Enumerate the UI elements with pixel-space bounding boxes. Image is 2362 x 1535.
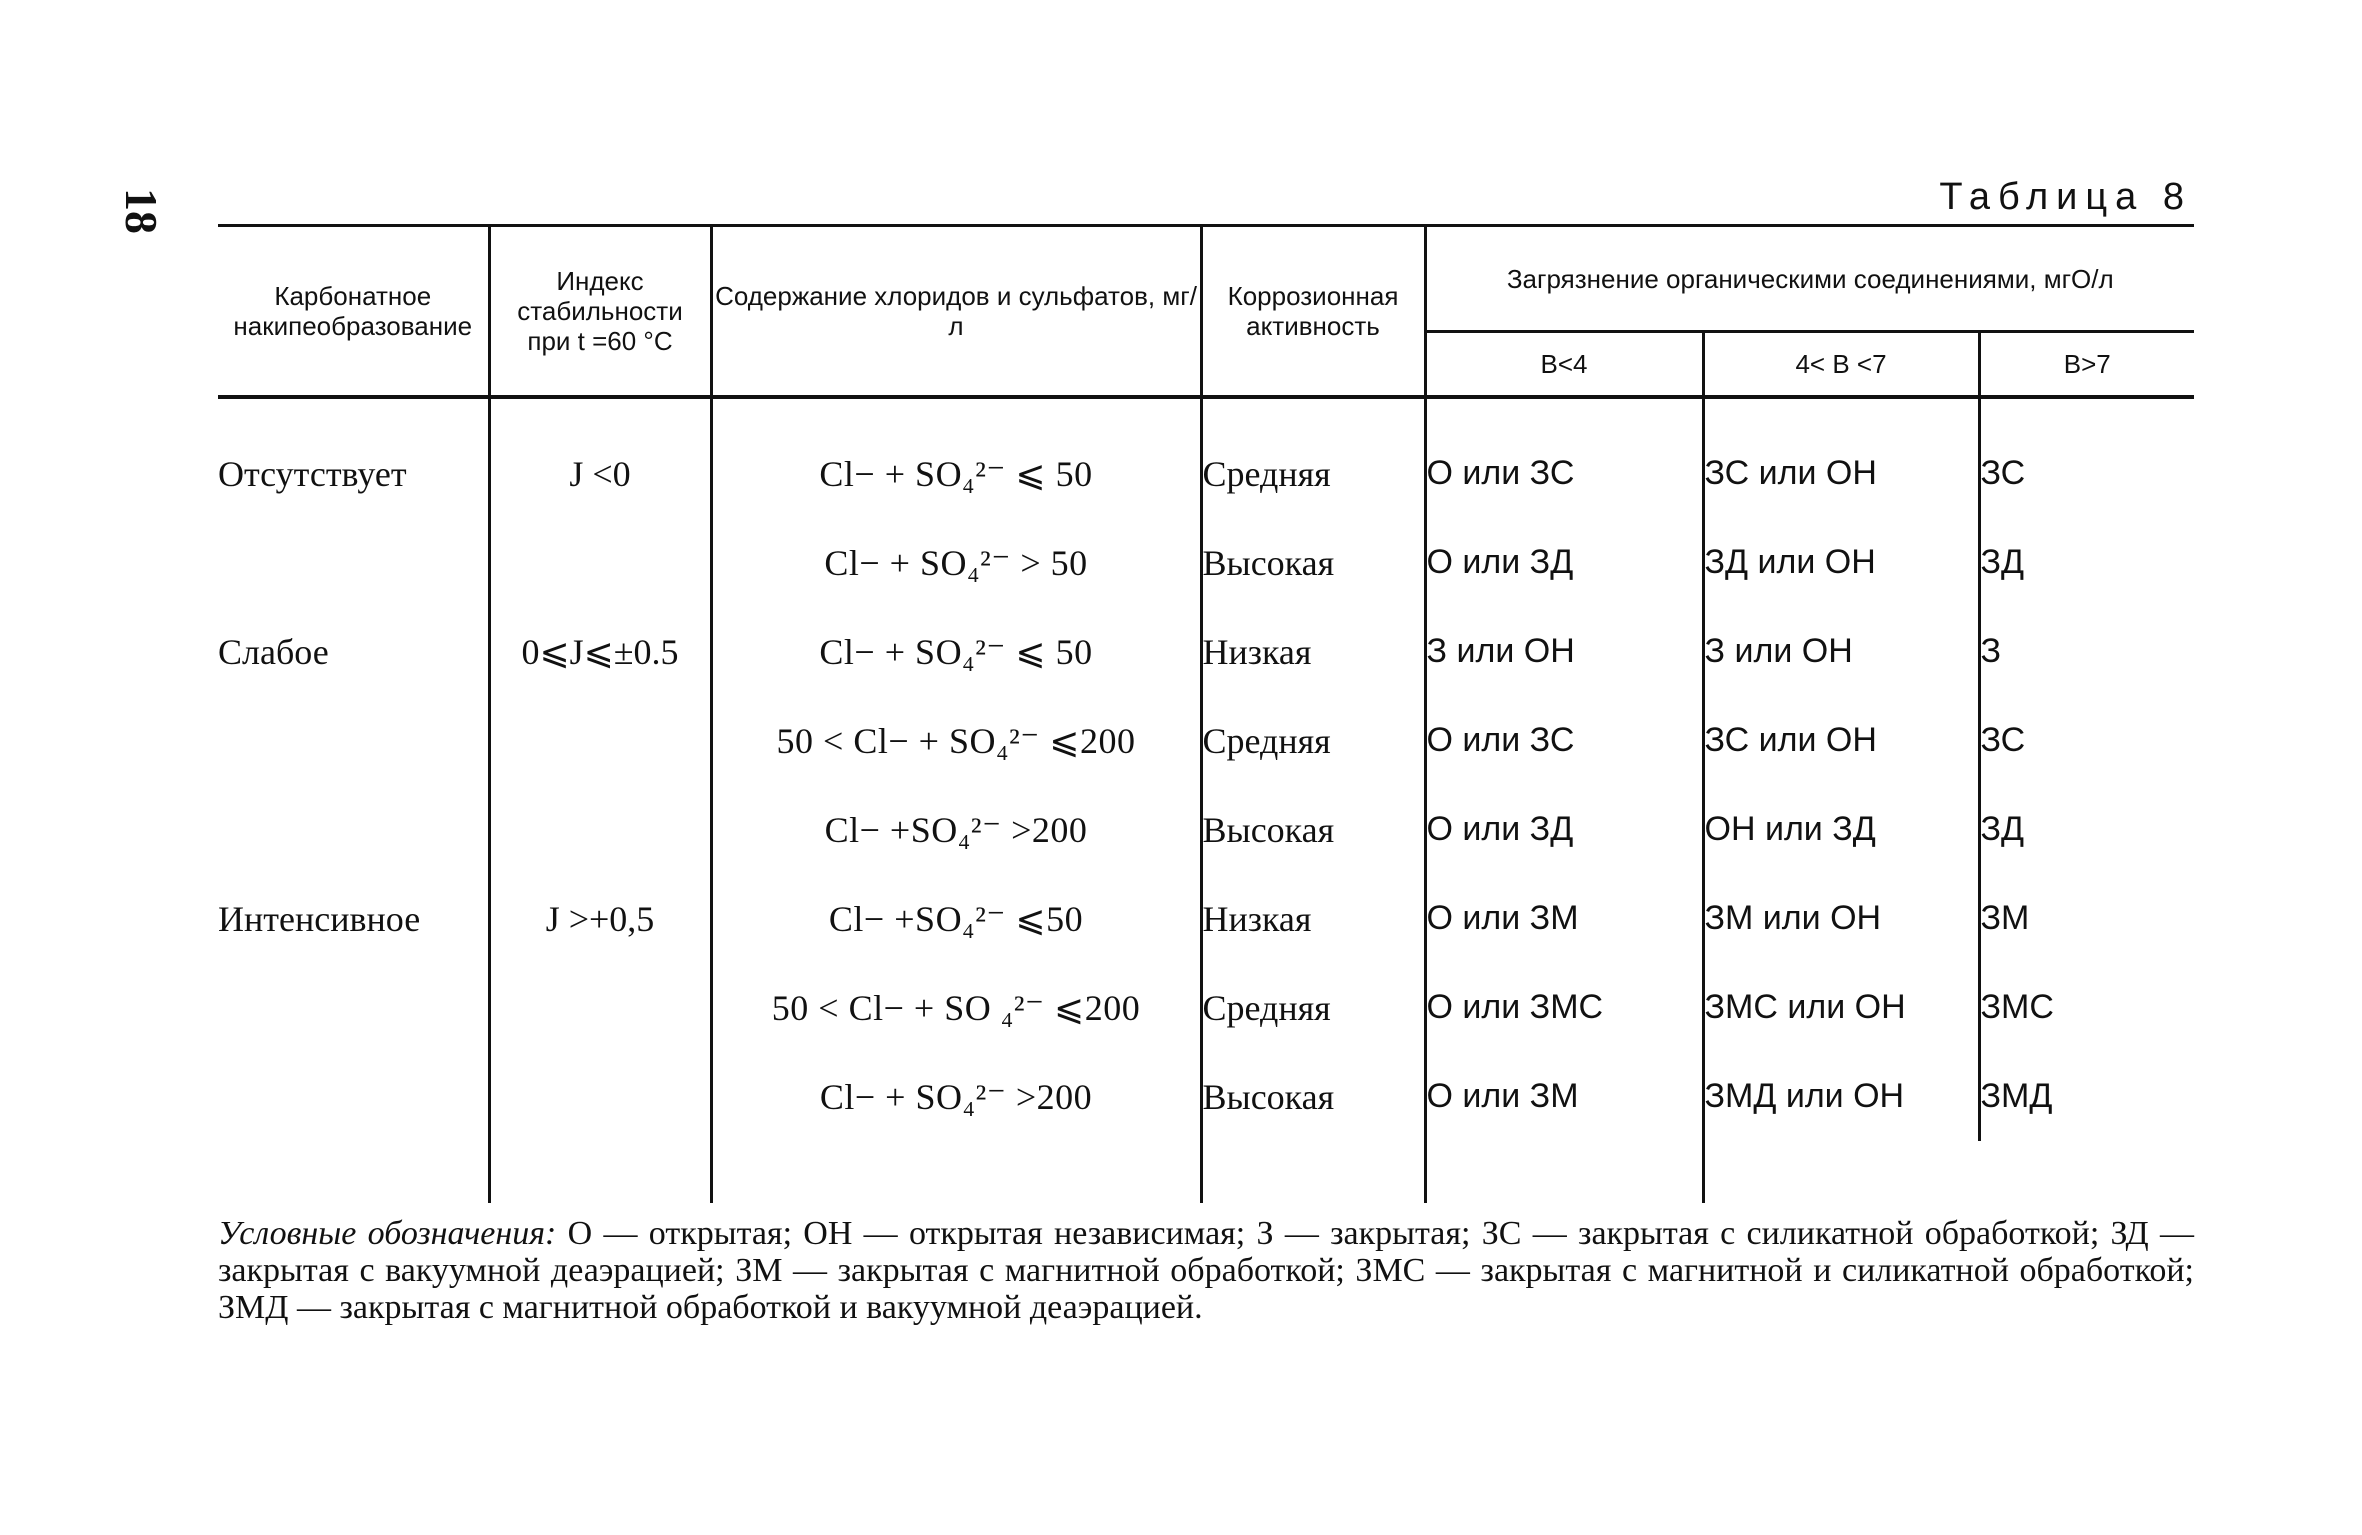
cell-content: Cl− + SO₄²⁻ > 50 — [711, 518, 1201, 607]
cell-activity: Низкая — [1201, 607, 1425, 696]
cell-index: J <0 — [489, 397, 711, 518]
legend-text: О — открытая; ОН — открытая независимая; З — закрытая; ЗС — закрытая с силикатной обработкой; ЗД — закрытая с вакуумной деаэрацией; ЗМ — закрытая с магнитной обработкой; ЗМС — закрытая с магнитной и силикатной обработкой; ЗМД — закрытая с магнитной обработкой и вакуумной деаэрацией. — [218, 1215, 2194, 1326]
cell-b-lt-4: О или ЗМС — [1425, 963, 1703, 1052]
water-treatment-table — [218, 227, 2194, 1203]
cell-content: Cl− + SO₄²⁻ ⩽ 50 — [711, 607, 1201, 696]
cell-scaling — [218, 696, 489, 785]
spacer-cell — [1425, 1141, 1703, 1203]
cell-index: 0⩽J⩽±0.5 — [489, 607, 711, 696]
cell-b-lt-4: О или ЗМ — [1425, 874, 1703, 963]
cell-activity: Средняя — [1201, 397, 1425, 518]
table-row — [218, 963, 2194, 1052]
table-label: Таблица 8 — [1939, 176, 2192, 218]
cell-b-lt-4: О или ЗД — [1425, 518, 1703, 607]
header-carbonate-scaling: Карбонатное накипеобразование — [218, 227, 489, 397]
cell-activity: Высокая — [1201, 785, 1425, 874]
cell-content: Cl− +SO₄²⁻ ⩽50 — [711, 874, 1201, 963]
cell-content: Cl− +SO₄²⁻ >200 — [711, 785, 1201, 874]
table-row — [218, 607, 2194, 696]
cell-content: Cl− + SO₄²⁻ ⩽ 50 — [711, 397, 1201, 518]
spacer-cell — [218, 1141, 489, 1203]
spacer-cell — [711, 1141, 1201, 1203]
table-row — [218, 397, 2194, 518]
cell-index: J >+0,5 — [489, 874, 711, 963]
subheader-b-lt-4: B<4 — [1425, 332, 1703, 398]
table-header — [218, 227, 2194, 397]
cell-index — [489, 1052, 711, 1141]
cell-b-lt-4: О или ЗД — [1425, 785, 1703, 874]
subheader-b-gt-7: B>7 — [1979, 332, 2194, 398]
header-organic-pollution: Загрязнение органическими соединениями, мгО/л — [1425, 227, 2194, 332]
header-stability-index — [489, 227, 711, 397]
cell-b-lt-4: З или ОН — [1425, 607, 1703, 696]
cell-b-gt-7: ЗД — [1979, 785, 2194, 874]
table-spacer-row — [218, 1141, 2194, 1203]
cell-b-gt-7: ЗД — [1979, 518, 2194, 607]
cell-b-4-7: ЗС или ОН — [1703, 696, 1979, 785]
cell-b-lt-4: О или ЗС — [1425, 397, 1703, 518]
cell-b-gt-7: ЗМС — [1979, 963, 2194, 1052]
cell-b-4-7: ОН или ЗД — [1703, 785, 1979, 874]
table-row — [218, 874, 2194, 963]
page-number: 18 — [116, 188, 167, 234]
cell-b-lt-4: О или ЗС — [1425, 696, 1703, 785]
cell-scaling — [218, 963, 489, 1052]
cell-activity: Высокая — [1201, 518, 1425, 607]
cell-scaling: Отсутствует — [218, 453, 407, 494]
cell-b-lt-4: О или ЗМ — [1425, 1052, 1703, 1141]
cell-b-4-7: ЗД или ОН — [1703, 518, 1979, 607]
cell-b-4-7: З или ОН — [1703, 607, 1979, 696]
header-stability-index-temp: при t =60 °C — [527, 326, 673, 356]
cell-index — [489, 696, 711, 785]
cell-b-4-7: ЗМС или ОН — [1703, 963, 1979, 1052]
legend-notes — [218, 1215, 2194, 1326]
cell-b-4-7: ЗМ или ОН — [1703, 874, 1979, 963]
cell-b-gt-7: ЗС — [1979, 696, 2194, 785]
cell-index — [489, 518, 711, 607]
table-row — [218, 1052, 2194, 1141]
cell-activity: Низкая — [1201, 874, 1425, 963]
table-row — [218, 518, 2194, 607]
spacer-cell — [1201, 1141, 1425, 1203]
cell-scaling — [218, 518, 489, 607]
cell-content: 50 < Cl− + SO ₄²⁻ ⩽200 — [711, 963, 1201, 1052]
cell-activity: Средняя — [1201, 963, 1425, 1052]
cell-scaling: Интенсивное — [218, 898, 421, 939]
cell-scaling — [218, 1052, 489, 1141]
cell-index — [489, 785, 711, 874]
table-body — [218, 397, 2194, 1203]
cell-scaling — [218, 785, 489, 874]
cell-b-gt-7: ЗМД — [1979, 1052, 2194, 1141]
cell-b-4-7: ЗС или ОН — [1703, 397, 1979, 518]
table-row — [218, 696, 2194, 785]
cell-b-gt-7: ЗС — [1979, 397, 2194, 518]
cell-activity: Средняя — [1201, 696, 1425, 785]
header-stability-index-label: Индекс стабильности — [517, 266, 683, 326]
cell-b-gt-7: ЗМ — [1979, 874, 2194, 963]
spacer-cell — [489, 1141, 711, 1203]
cell-index — [489, 963, 711, 1052]
table-row — [218, 785, 2194, 874]
spacer-cell — [1979, 1141, 2194, 1203]
header-corrosion-activity: Коррозионная активность — [1201, 227, 1425, 397]
cell-b-gt-7: З — [1979, 607, 2194, 696]
legend-lead: Условные обозначения: — [218, 1215, 557, 1252]
cell-b-4-7: ЗМД или ОН — [1703, 1052, 1979, 1141]
cell-activity: Высокая — [1201, 1052, 1425, 1141]
cell-content: 50 < Cl− + SO₄²⁻ ⩽200 — [711, 696, 1201, 785]
cell-scaling: Слабое — [218, 631, 329, 672]
spacer-cell — [1703, 1141, 1979, 1203]
subheader-b-4-7: 4< B <7 — [1703, 332, 1979, 398]
cell-content: Cl− + SO₄²⁻ >200 — [711, 1052, 1201, 1141]
header-chloride-sulfate: Содержание хлоридов и сульфатов, мг/л — [711, 227, 1201, 397]
